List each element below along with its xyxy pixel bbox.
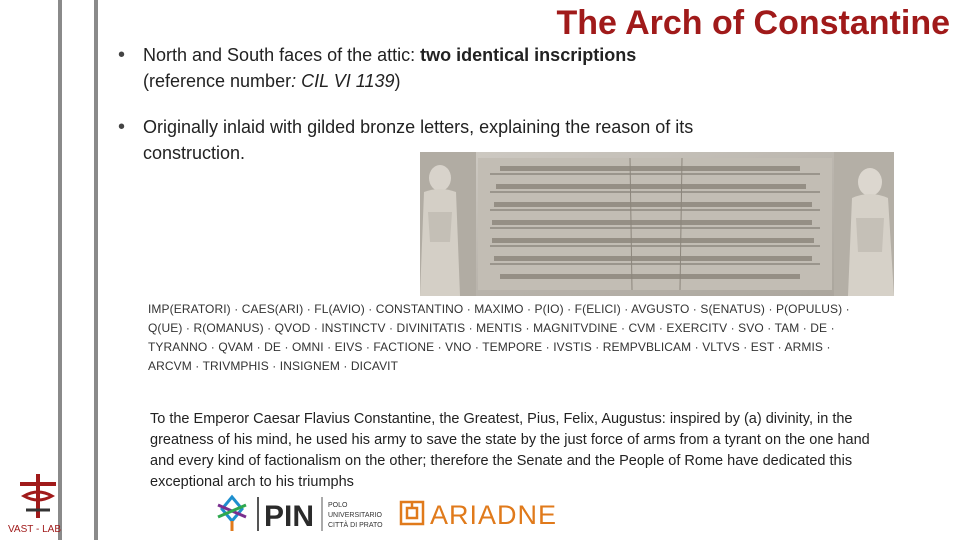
bullet-text-italic: : CIL VI 1139	[291, 71, 395, 91]
ariadne-logo	[398, 496, 578, 530]
pin-logo-text: PIN	[264, 500, 315, 533]
bullet-dot-icon: •	[118, 116, 126, 138]
english-translation-text: To the Emperor Caesar Flavius Constantine, the Greatest, Pius, Felix, Augustus: inspired by (a) divinity, in the greatness of his mind, he used his army to save the state by the just force of arms from a tyrant on the one hand and every kind of factionalism on the other; therefore the Senate and the People of Rome have dedicated this exceptional arch to his triumphs	[150, 411, 870, 490]
vast-logo-text: VAST - LAB	[8, 524, 61, 535]
left-stripe-2	[94, 0, 98, 540]
bullet-text: Originally inlaid with gilded bronze letters, explaining the reason of its construction.	[143, 117, 694, 163]
bullet-text	[143, 42, 638, 94]
bullet-text-part: North and South faces of the attic:	[143, 45, 421, 65]
bullet-text-part: )	[394, 71, 401, 91]
vast-lab-logo	[6, 470, 70, 536]
bullet-text-bold: two identical inscriptions	[420, 45, 637, 65]
ariadne-emblem-icon	[401, 502, 423, 524]
pin-logo	[212, 493, 387, 535]
slide-title: The Arch of Constantine	[556, 4, 950, 42]
pin-star-icon	[218, 497, 246, 531]
arch-inscription-photo	[420, 152, 894, 296]
latin-inscription-text: IMP(ERATORI) · CAES(ARI) · FL(AVIO) · CONSTANTINO · MAXIMO · P(IO) · F(ELICI) · AVGUSTO · S(ENATUS) · P(OPULUS) · Q(UE) · R(OMANUS) · QVOD · INSTINCTV · DIVINITATIS · MENTIS · MAGNITVDINE · CVM · EXERCITV · SVO · TAM · DE · TYRANNO · QVAM · DE · OMNI · EIVS · FACTIONE · VNO · TEMPORE · IVSTIS · REMPVBLICAM · VLTVS · EST · ARMIS · ARCVM · TRIVMPHIS · INSIGNEM · DICAVIT	[148, 302, 850, 373]
pin-subtitle-line: UNIVERSITARIO	[328, 512, 382, 519]
left-stripe-1	[58, 0, 62, 540]
pin-subtitle-line: POLO	[328, 502, 348, 509]
ariadne-logo-text: ARIADNE	[430, 500, 558, 530]
bullet-text-part: (reference number	[143, 71, 292, 91]
bullet-dot-icon: •	[118, 44, 126, 66]
pin-subtitle-line: CITTÀ DI PRATO	[328, 522, 383, 529]
left-decoration-bar	[0, 0, 100, 540]
